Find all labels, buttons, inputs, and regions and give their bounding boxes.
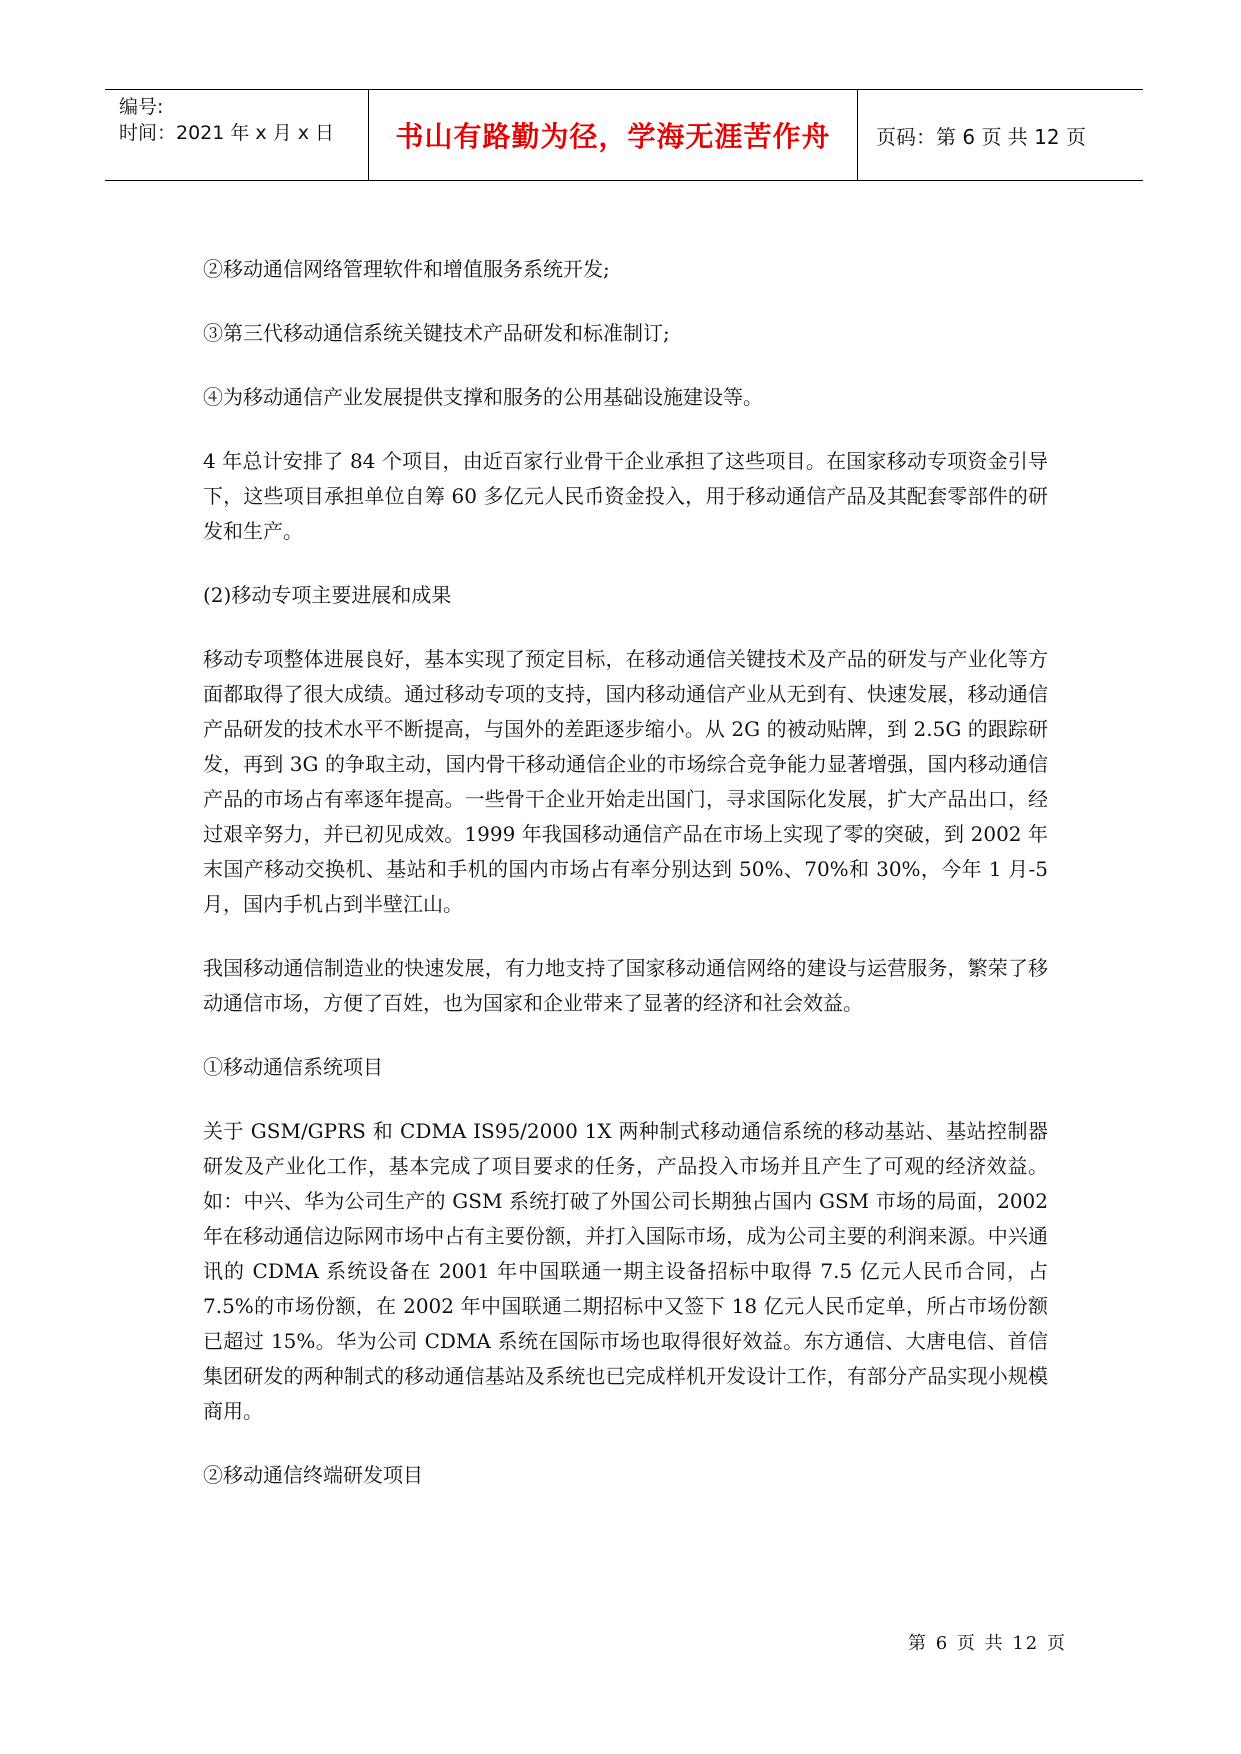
paragraph-system-projects: 关于 GSM/GPRS 和 CDMA IS95/2000 1X 两种制式移动通信系统的移动基站、基站控制器研发及产业化工作，基本完成了项目要求的任务，产品投入市场并且产生了可观的经济效益。如：中兴、华为公司生产的 GSM 系统打破了外国公司长期独占国内 GSM 市场的局面，2002 年在移动通信边际网市场中占有主要份额，并打入国际市场，成为公司主要的利润来源。中兴通讯的 CDMA 系统设备在 2001 年中国联通一期主设备招标中取得 7.5 亿元人民币合同，占 7.5%的市场份额，在 2002 年中国联通二期招标中又签下 18 亿元人民币定单，所占市场份额已超过 15%。华为公司 CDMA 系统在国际市场也取得很好效益。东方通信、大唐电信、首信集团研发的两种制式的移动通信基站及系统也已完成样机开发设计工作，有部分产品实现小规模商用。 — [203, 1119, 1048, 1423]
section-heading-progress: (2)移动专项主要进展和成果 — [203, 583, 452, 607]
paragraph-item-3: ③第三代移动通信系统关键技术产品研发和标准制订; — [203, 321, 670, 345]
paragraph-project-summary: 4 年总计安排了 84 个项目，由近百家行业骨干企业承担了这些项目。在国家移动专项资金引导下，这些项目承担单位自筹 60 多亿元人民币资金投入，用于移动通信产品及其配套零部件的研发和生产。 — [203, 449, 1048, 543]
document-body — [203, 252, 1048, 1522]
paragraph-progress: 移动专项整体进展良好，基本实现了预定目标，在移动通信关键技术及产品的研发与产业化等方面都取得了很大成绩。通过移动专项的支持，国内移动通信产业从无到有、快速发展，移动通信产品研发的技术水平不断提高，与国外的差距逐步缩小。从 2G 的被动贴牌，到 2.5G 的跟踪研发，再到 3G 的争取主动，国内骨干移动通信企业的市场综合竞争能力显著增强，国内移动通信产品的市场占有率逐年提高。一些骨干企业开始走出国门，寻求国际化发展，扩大产品出口，经过艰辛努力，并已初见成效。1999 年我国移动通信产品在市场上实现了零的突破，到 2002 年末国产移动交换机、基站和手机的国内市场占有率分别达到 50%、70%和 30%，今年 1 月-5 月，国内手机占到半壁江山。 — [203, 647, 1048, 916]
page-footer: 第 6 页 共 12 页 — [908, 1633, 1067, 1654]
header-page-code: 页码：第 6 页 共 12 页 — [876, 124, 1086, 149]
header-motto: 书山有路勤为径，学海无涯苦作舟 — [369, 90, 858, 180]
document-header — [105, 89, 1143, 181]
paragraph-item-4: ④为移动通信产业发展提供支撑和服务的公用基础设施建设等。 — [203, 385, 763, 409]
header-meta — [105, 90, 369, 180]
paragraph-item-2: ②移动通信网络管理软件和增值服务系统开发; — [203, 257, 610, 281]
section-heading-system-projects: ①移动通信系统项目 — [203, 1055, 383, 1079]
document-time-label: 时间：2021 年 x 月 x 日 — [119, 122, 335, 144]
paragraph-benefits: 我国移动通信制造业的快速发展，有力地支持了国家移动通信网络的建设与运营服务，繁荣了移动通信市场，方便了百姓，也为国家和企业带来了显著的经济和社会效益。 — [203, 956, 1048, 1015]
section-heading-terminal-projects: ②移动通信终端研发项目 — [203, 1463, 423, 1487]
document-number-label: 编号: — [119, 96, 164, 118]
